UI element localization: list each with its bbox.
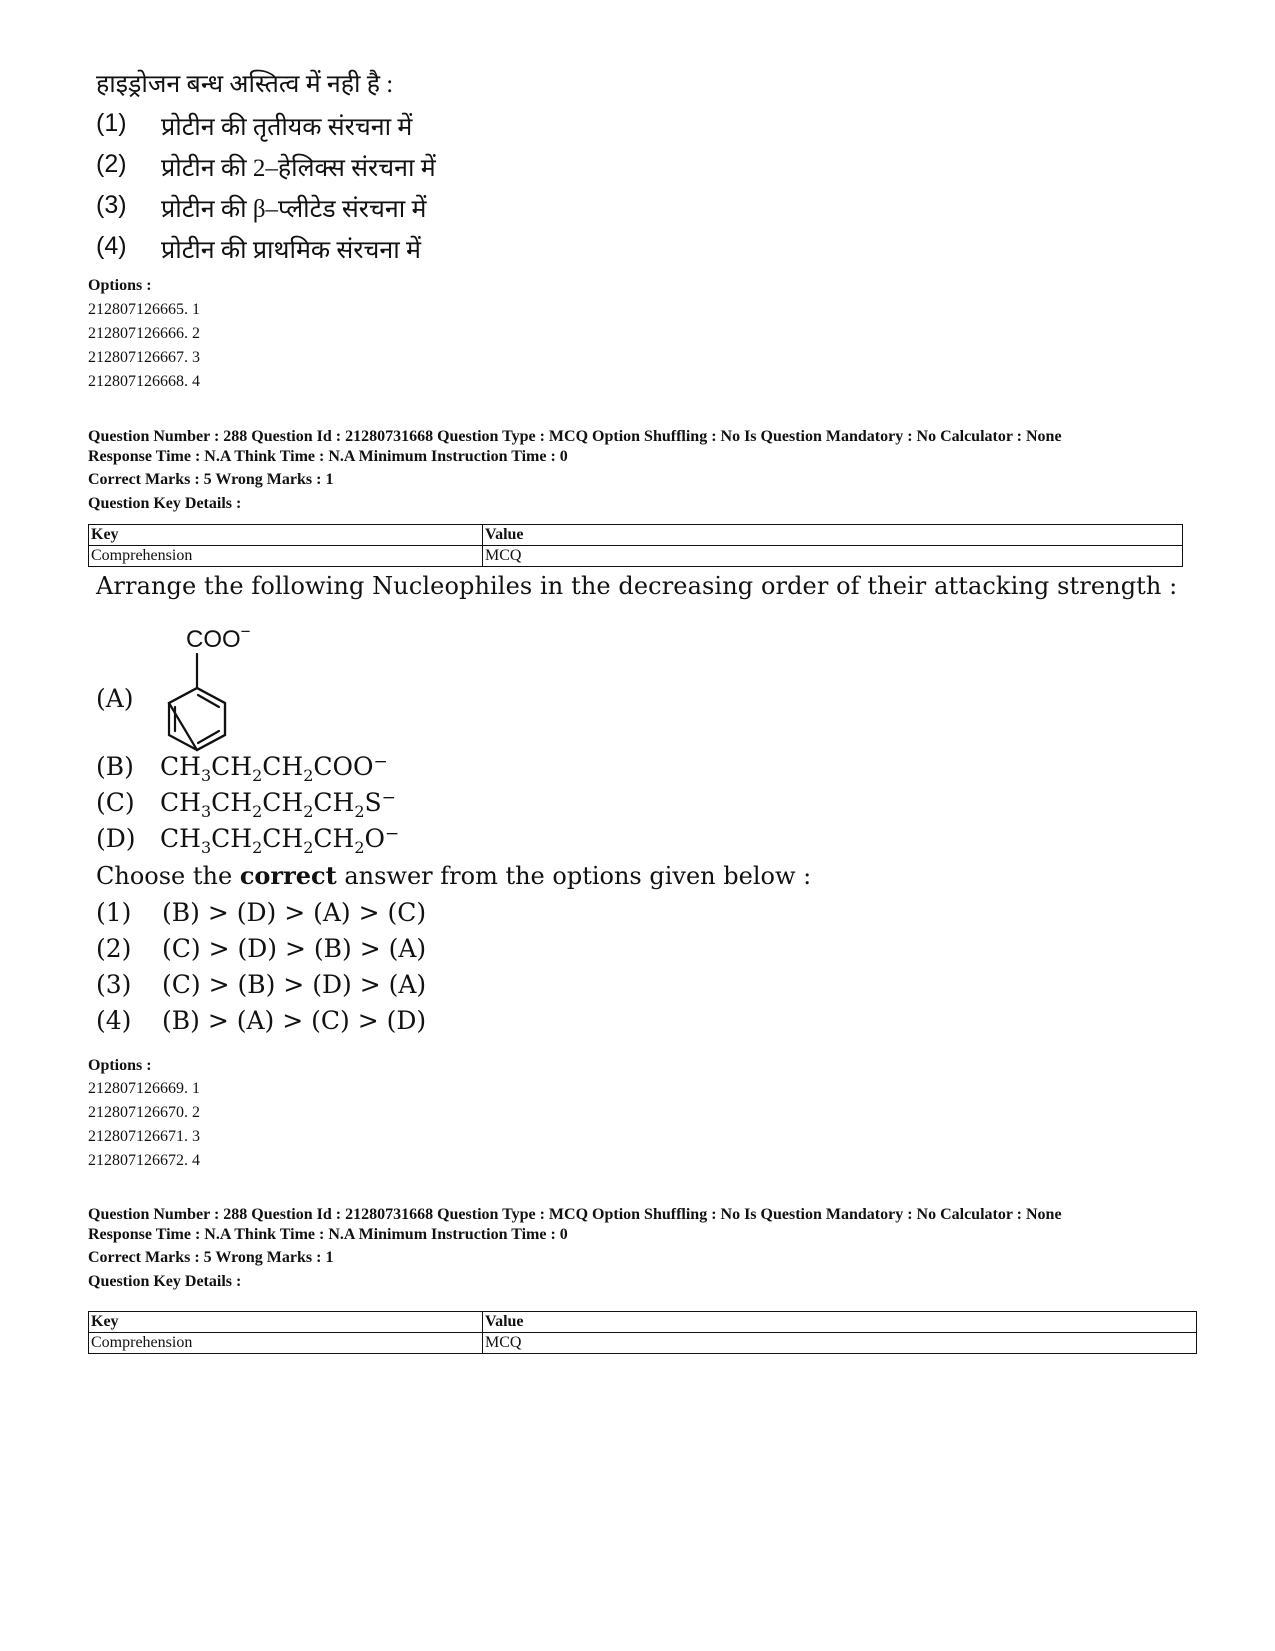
- choose-instruction: [96, 861, 811, 890]
- answer-row: [96, 970, 426, 999]
- table-cell-key: Comprehension: [89, 546, 483, 567]
- choice-number: (1): [96, 109, 127, 137]
- table-row: [89, 546, 1183, 567]
- option-id: 212807126669. 1: [88, 1080, 200, 1097]
- question-header-line1: Question Number : 288 Question Id : 21280731668 Question Type : MCQ Option Shuffling : No Is Question Mandatory : No Calculator : None: [88, 428, 1062, 445]
- answer-number: (4): [96, 1006, 132, 1035]
- item-b-row: [96, 752, 388, 785]
- item-a-label: (A): [96, 684, 134, 713]
- choice-text: प्रोटीन की प्राथमिक संरचना में: [161, 237, 421, 264]
- option-id: 212807126671. 3: [88, 1128, 200, 1145]
- option-id: 212807126670. 2: [88, 1104, 200, 1121]
- choice-number: (2): [96, 150, 127, 178]
- choice-text: प्रोटीन की β–प्लीटेड संरचना में: [161, 196, 427, 223]
- option-id: 212807126668. 4: [88, 373, 200, 390]
- negative-charge: −: [240, 622, 251, 641]
- key-details-label: Question Key Details :: [88, 495, 242, 512]
- question-header-line2: Response Time : N.A Think Time : N.A Minimum Instruction Time : 0: [88, 448, 568, 465]
- answer-row: [96, 1006, 426, 1035]
- item-c-row: [96, 788, 396, 821]
- choice-text: प्रोटीन की 2–हेलिक्स संरचना में: [161, 155, 436, 182]
- table-header-row: [89, 525, 1183, 546]
- answer-text: (C) > (B) > (D) > (A): [162, 970, 427, 999]
- choice-row: [96, 109, 412, 143]
- item-b-formula: $CH_3CH_2CH_2COO^-$: [160, 752, 388, 785]
- item-c-formula: $CH_3CH_2CH_2CH_2S^-$: [160, 788, 396, 821]
- item-b-label: (B): [96, 752, 134, 781]
- option-id: 212807126665. 1: [88, 301, 200, 318]
- table-cell-value: MCQ: [483, 1333, 1197, 1354]
- choice-number: (4): [96, 232, 127, 260]
- item-d-label: (D): [96, 824, 136, 853]
- answer-number: (2): [96, 934, 132, 963]
- choice-row: [96, 191, 426, 225]
- choice-row: [96, 232, 421, 266]
- choice-text: प्रोटीन की तृतीयक संरचना में: [161, 114, 413, 141]
- carboxylate-group: COO: [186, 626, 241, 653]
- question-text: Arrange the following Nucleophiles in the decreasing order of their attacking strength :: [96, 572, 1178, 600]
- key-details-label: Question Key Details :: [88, 1273, 242, 1290]
- table-cell-key: Comprehension: [89, 1333, 483, 1354]
- question-header-line2: Response Time : N.A Think Time : N.A Minimum Instruction Time : 0: [88, 1226, 568, 1243]
- choice-row: [96, 150, 436, 184]
- key-details-table: [88, 1311, 1197, 1354]
- key-details-table: [88, 524, 1183, 567]
- options-label: Options :: [88, 1057, 152, 1074]
- option-id: 212807126667. 3: [88, 349, 200, 366]
- item-d-row: [96, 824, 400, 857]
- options-label: Options :: [88, 277, 152, 294]
- item-c-label: (C): [96, 788, 135, 817]
- choice-number: (3): [96, 191, 127, 219]
- item-d-formula: $CH_3CH_2CH_2CH_2O^-$: [160, 824, 400, 857]
- answer-text: (C) > (D) > (B) > (A): [162, 934, 427, 963]
- question-marks: Correct Marks : 5 Wrong Marks : 1: [88, 1249, 334, 1266]
- table-header-value: Value: [483, 1312, 1197, 1333]
- answer-number: (1): [96, 898, 132, 927]
- answer-text: (B) > (A) > (C) > (D): [162, 1006, 427, 1035]
- table-header-row: [89, 1312, 1197, 1333]
- option-id: 212807126666. 2: [88, 325, 200, 342]
- choose-bold: correct: [239, 861, 337, 890]
- table-header-key: Key: [89, 1312, 483, 1333]
- answer-row: [96, 934, 426, 963]
- table-header-value: Value: [483, 525, 1183, 546]
- option-id: 212807126672. 4: [88, 1152, 200, 1169]
- answer-row: [96, 898, 426, 927]
- question-marks: Correct Marks : 5 Wrong Marks : 1: [88, 471, 334, 488]
- question-title-hindi: हाइड्रोजन बन्ध अस्तित्व में नही है :: [96, 71, 394, 98]
- table-cell-value: MCQ: [483, 546, 1183, 567]
- choose-prefix: Choose the: [96, 862, 240, 890]
- table-header-key: Key: [89, 525, 483, 546]
- answer-number: (3): [96, 970, 132, 999]
- answer-text: (B) > (D) > (A) > (C): [162, 898, 427, 927]
- table-row: [89, 1333, 1197, 1354]
- question-header-line1: Question Number : 288 Question Id : 21280731668 Question Type : MCQ Option Shuffling : No Is Question Mandatory : No Calculator : None: [88, 1206, 1062, 1223]
- benzene-ring-icon: [160, 650, 240, 755]
- choose-suffix: answer from the options given below :: [336, 862, 812, 890]
